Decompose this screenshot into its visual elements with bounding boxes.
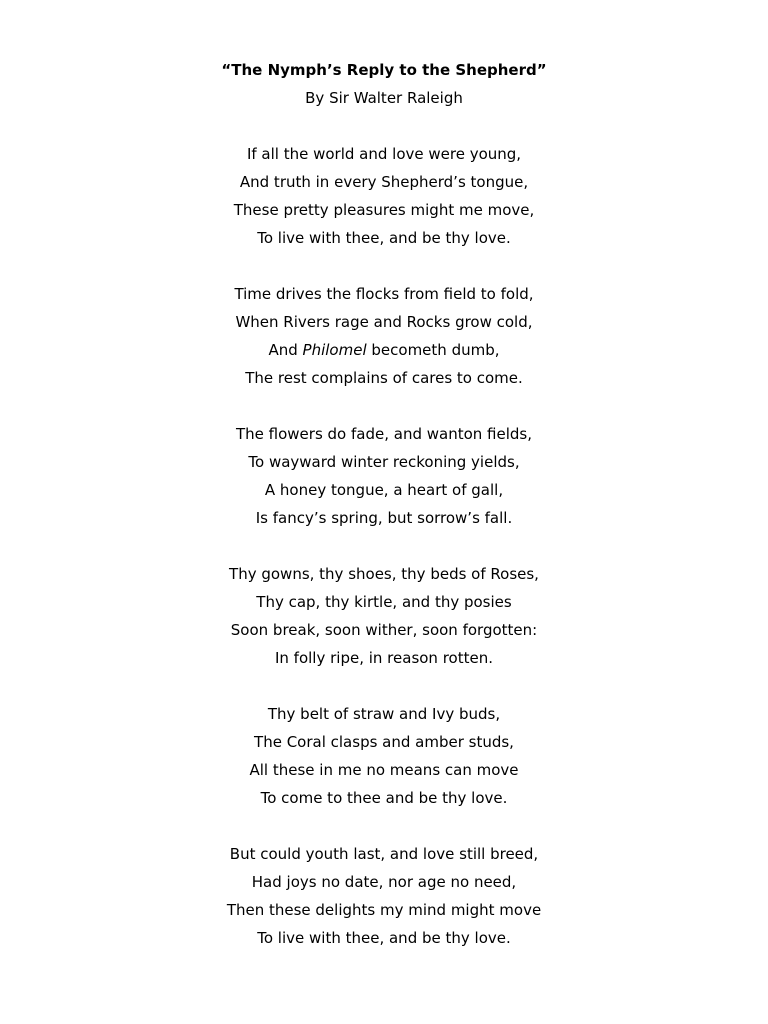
poem-line: The rest complains of cares to come.: [245, 369, 523, 387]
poem-line: Thy cap, thy kirtle, and thy posies: [256, 593, 512, 611]
line-text-before: And: [268, 341, 303, 359]
poem-line: When Rivers rage and Rocks grow cold,: [235, 313, 533, 331]
poem-line: And truth in every Shepherd’s tongue,: [239, 173, 529, 191]
poem-line-with-italic: [0, 336, 768, 364]
poem-line: Soon break, soon wither, soon forgotten:: [230, 621, 538, 639]
poem-line: A honey tongue, a heart of gall,: [264, 481, 504, 499]
stanza-1: [0, 140, 768, 252]
poem-line: These pretty pleasures might me move,: [233, 201, 535, 219]
poem-line: Is fancy’s spring, but sorrow’s fall.: [255, 509, 513, 527]
poem-line: But could youth last, and love still breed,: [229, 845, 539, 863]
poem-line: In folly ripe, in reason rotten.: [274, 649, 493, 667]
poem-line: To come to thee and be thy love.: [260, 789, 508, 807]
poem-line: Thy gowns, thy shoes, thy beds of Roses,: [229, 565, 539, 583]
poem-author: By Sir Walter Raleigh: [305, 89, 463, 107]
poem-line: To live with thee, and be thy love.: [257, 229, 511, 247]
poem-title: “The Nymph’s Reply to the Shepherd”: [221, 61, 547, 79]
line-text-after: becometh dumb,: [366, 341, 500, 359]
italic-name: Philomel: [302, 341, 367, 359]
poem-line: Thy belt of straw and Ivy buds,: [267, 705, 501, 723]
poem-line: Time drives the flocks from field to fold,: [234, 285, 534, 303]
stanza-3: [0, 420, 768, 532]
poem-line: To wayward winter reckoning yields,: [248, 453, 520, 471]
poem-body: [0, 140, 768, 952]
poem-line: All these in me no means can move: [249, 761, 519, 779]
stanza-2: [0, 280, 768, 392]
stanza-5: [0, 700, 768, 812]
poem-line: The Coral clasps and amber studs,: [254, 733, 514, 751]
title-block: [0, 56, 768, 112]
stanza-4: [0, 560, 768, 672]
poem-line: If all the world and love were young,: [246, 145, 522, 163]
poem-line: To live with thee, and be thy love.: [257, 929, 511, 947]
stanza-6: [0, 840, 768, 952]
poem-line: Had joys no date, nor age no need,: [251, 873, 517, 891]
poem-line: The flowers do fade, and wanton fields,: [235, 425, 532, 443]
poem-line: Then these delights my mind might move: [226, 901, 542, 919]
